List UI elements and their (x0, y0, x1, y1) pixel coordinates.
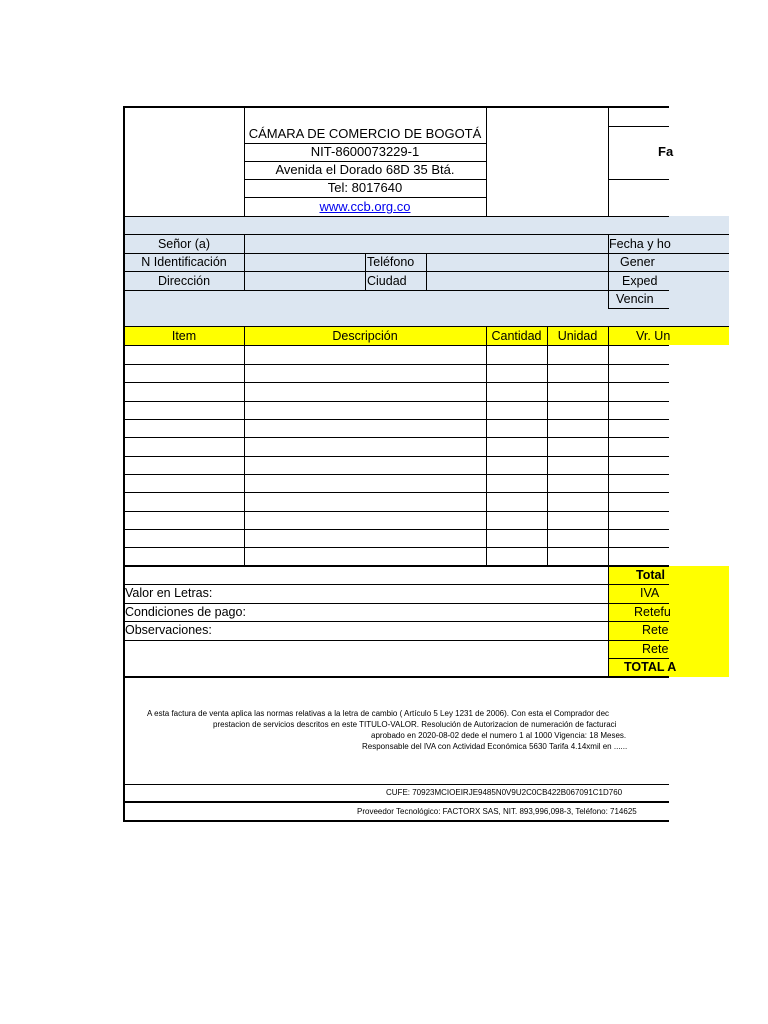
totals-rule-5 (608, 658, 669, 659)
bottom-rule-1 (124, 584, 669, 585)
client-divider-label (244, 234, 245, 290)
header-divider-right (608, 106, 609, 216)
table-row (124, 474, 669, 475)
table-row (124, 492, 669, 493)
label-expedicion: Exped (622, 274, 658, 288)
iva-label: IVA (640, 586, 660, 600)
client-divider-tel-right (426, 253, 427, 290)
label-observaciones: Observaciones: (125, 623, 212, 637)
col-header-descripcion: Descripción (332, 329, 398, 343)
label-valor-letras: Valor en Letras: (125, 586, 213, 600)
company-rule-4 (244, 197, 486, 198)
label-senor: Señor (a) (157, 237, 211, 251)
col-header-valor-unitario: Vr. Un (636, 329, 671, 343)
label-direccion: Dirección (157, 274, 211, 288)
company-nit: NIT-8600073229-1 (310, 144, 420, 159)
table-row (124, 382, 669, 383)
bottom-rule-2 (124, 603, 669, 604)
total-label: Total (636, 568, 665, 582)
company-website-link[interactable]: www.ccb.org.co (319, 199, 411, 214)
label-vencimiento: Vencin (616, 292, 654, 306)
items-bottom-rule (124, 565, 669, 567)
label-ciudad: Ciudad (367, 274, 407, 288)
proveedor-tecnologico: Proveedor Tecnológico: FACTORX SAS, NIT. 893,996,098-3, Teléfono: 714625 (357, 808, 637, 816)
items-divider-cantidad (547, 326, 548, 566)
total-a-pagar-label: TOTAL A (624, 660, 677, 674)
bottom-rule-4 (124, 640, 669, 641)
bottom-rule-3 (124, 621, 669, 622)
header-bottom-rule (124, 216, 669, 217)
table-left-border (123, 106, 125, 822)
retefuente-label: Retefu (634, 605, 671, 619)
table-row (124, 456, 669, 457)
client-rule-5 (608, 308, 669, 309)
items-divider-descripcion (486, 326, 487, 566)
items-divider-unidad (608, 326, 609, 566)
table-bottom-border (123, 820, 669, 822)
legal-line-2: prestacion de servicios descritos en este TITULO-VALOR. Resolución de Autorizacion de numeración de facturaci (213, 721, 617, 729)
table-top-border (123, 106, 669, 108)
totals-bottom-rule (124, 676, 669, 678)
title-box-rule-1 (608, 126, 669, 127)
items-header-top-rule (124, 326, 729, 327)
col-header-unidad: Unidad (557, 329, 598, 343)
table-row (124, 419, 669, 420)
label-fecha-hora: Fecha y ho (609, 237, 671, 251)
col-header-cantidad: Cantidad (491, 329, 542, 343)
totals-divider (608, 566, 609, 677)
legal-line-3: aprobado en 2020-08-02 dede el numero 1 al 1000 Vigencia: 18 Meses. (371, 731, 627, 740)
document-title: Fa (658, 144, 674, 159)
reteica-label: Rete (642, 623, 669, 637)
legal-line-1: A esta factura de venta aplica las normas relativas a la letra de cambio ( Artículo 5 Ley 1231 de 2006). Con esta el Comprador dec (147, 710, 610, 718)
client-rule-4 (124, 290, 669, 291)
col-header-item: Item (171, 329, 197, 343)
table-row (124, 547, 669, 548)
client-rule-1 (124, 234, 729, 235)
cufe-bottom-rule (124, 801, 669, 803)
legal-line-4: Responsable del IVA con Actividad Económica 5630 Tarifa 4.14xmil en ...... (362, 743, 628, 751)
table-row (124, 511, 669, 512)
client-value-cell-senor (245, 235, 608, 253)
table-row (124, 364, 669, 365)
table-row (124, 529, 669, 530)
header-divider-center (486, 106, 487, 216)
label-generacion: Gener (620, 255, 655, 269)
client-divider-tel-left (365, 253, 366, 290)
cufe-code: CUFE: 70923MCIOEIRJE9485N0V9U2C0CB422B067091C1D760 (386, 788, 623, 797)
company-address: Avenida el Dorado 68D 35 Btá. (275, 162, 455, 177)
company-phone: Tel: 8017640 (327, 180, 403, 195)
table-row (124, 345, 669, 346)
label-condiciones-pago: Condiciones de pago: (125, 605, 246, 619)
title-box-rule-2 (608, 179, 669, 180)
reteiva-label: Rete (642, 642, 669, 656)
items-divider-item (244, 326, 245, 566)
label-identificacion: N Identificación (141, 255, 227, 269)
company-name: CÁMARA DE COMERCIO DE BOGOTÁ (248, 126, 482, 141)
cufe-top-rule (124, 784, 669, 785)
table-row (124, 401, 669, 402)
label-telefono: Teléfono (367, 255, 415, 269)
table-row (124, 437, 669, 438)
